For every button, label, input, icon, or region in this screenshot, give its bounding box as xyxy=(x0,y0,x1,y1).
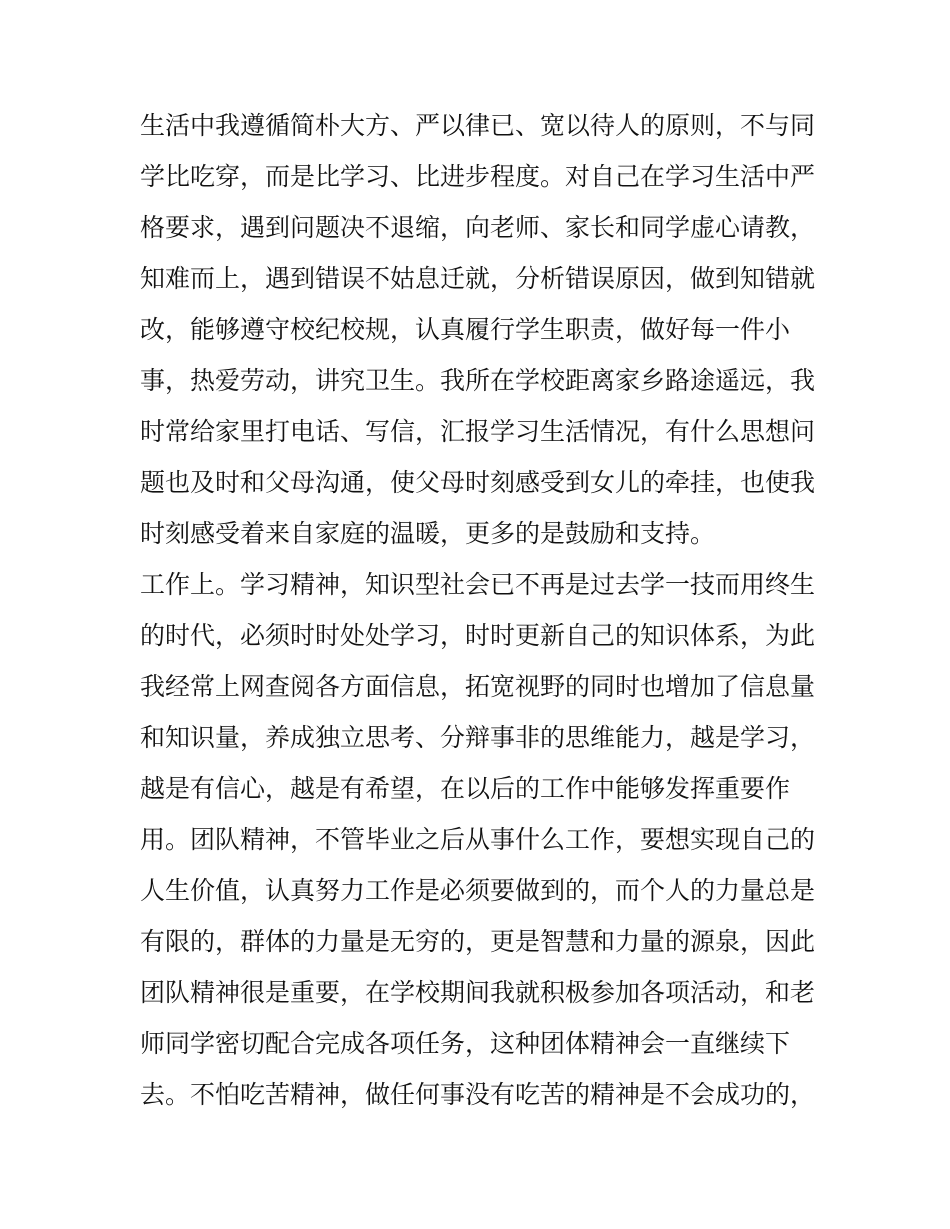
text-line: 和知识量，养成独立思考、分辩事非的思维能力，越是学习， xyxy=(140,723,816,752)
text-line: 去。不怕吃苦精神，做任何事没有吃苦的精神是不会成功的， xyxy=(140,1080,816,1109)
text-line: 的时代，必须时时处处学习，时时更新自己的知识体系，为此 xyxy=(140,621,816,650)
text-line: 时常给家里打电话、写信，汇报学习生活情况，有什么思想问 xyxy=(140,417,816,446)
text-line: 格要求，遇到问题决不退缩，向老师、家长和同学虚心请教， xyxy=(140,213,816,242)
text-line: 学比吃穿，而是比学习、比进步程度。对自己在学习生活中严 xyxy=(140,162,816,191)
text-line: 题也及时和父母沟通，使父母时刻感受到女儿的牵挂，也使我 xyxy=(140,468,816,497)
text-line: 用。团队精神，不管毕业之后从事什么工作，要想实现自己的 xyxy=(140,825,816,854)
text-line: 人生价值，认真努力工作是必须要做到的，而个人的力量总是 xyxy=(140,876,816,905)
text-line: 知难而上，遇到错误不姑息迁就，分析错误原因，做到知错就 xyxy=(140,264,816,293)
text-line: 工作上。学习精神，知识型社会已不再是过去学一技而用终生 xyxy=(140,570,816,599)
text-line: 我经常上网查阅各方面信息，拓宽视野的同时也增加了信息量 xyxy=(140,672,816,701)
body-text xyxy=(140,100,820,1120)
text-line: 时刻感受着来自家庭的温暖，更多的是鼓励和支持。 xyxy=(140,519,716,548)
text-line: 有限的，群体的力量是无穷的，更是智慧和力量的源泉，因此 xyxy=(140,927,816,956)
text-line: 生活中我遵循简朴大方、严以律已、宽以待人的原则，不与同 xyxy=(140,111,816,140)
text-line: 越是有信心，越是有希望，在以后的工作中能够发挥重要作 xyxy=(140,774,791,803)
text-line: 改，能够遵守校纪校规，认真履行学生职责，做好每一件小 xyxy=(140,315,791,344)
text-line: 团队精神很是重要，在学校期间我就积极参加各项活动，和老 xyxy=(140,978,816,1007)
text-line: 事，热爱劳动，讲究卫生。我所在学校距离家乡路途遥远，我 xyxy=(140,366,816,395)
text-line: 师同学密切配合完成各项任务，这种团体精神会一直继续下 xyxy=(140,1029,791,1058)
